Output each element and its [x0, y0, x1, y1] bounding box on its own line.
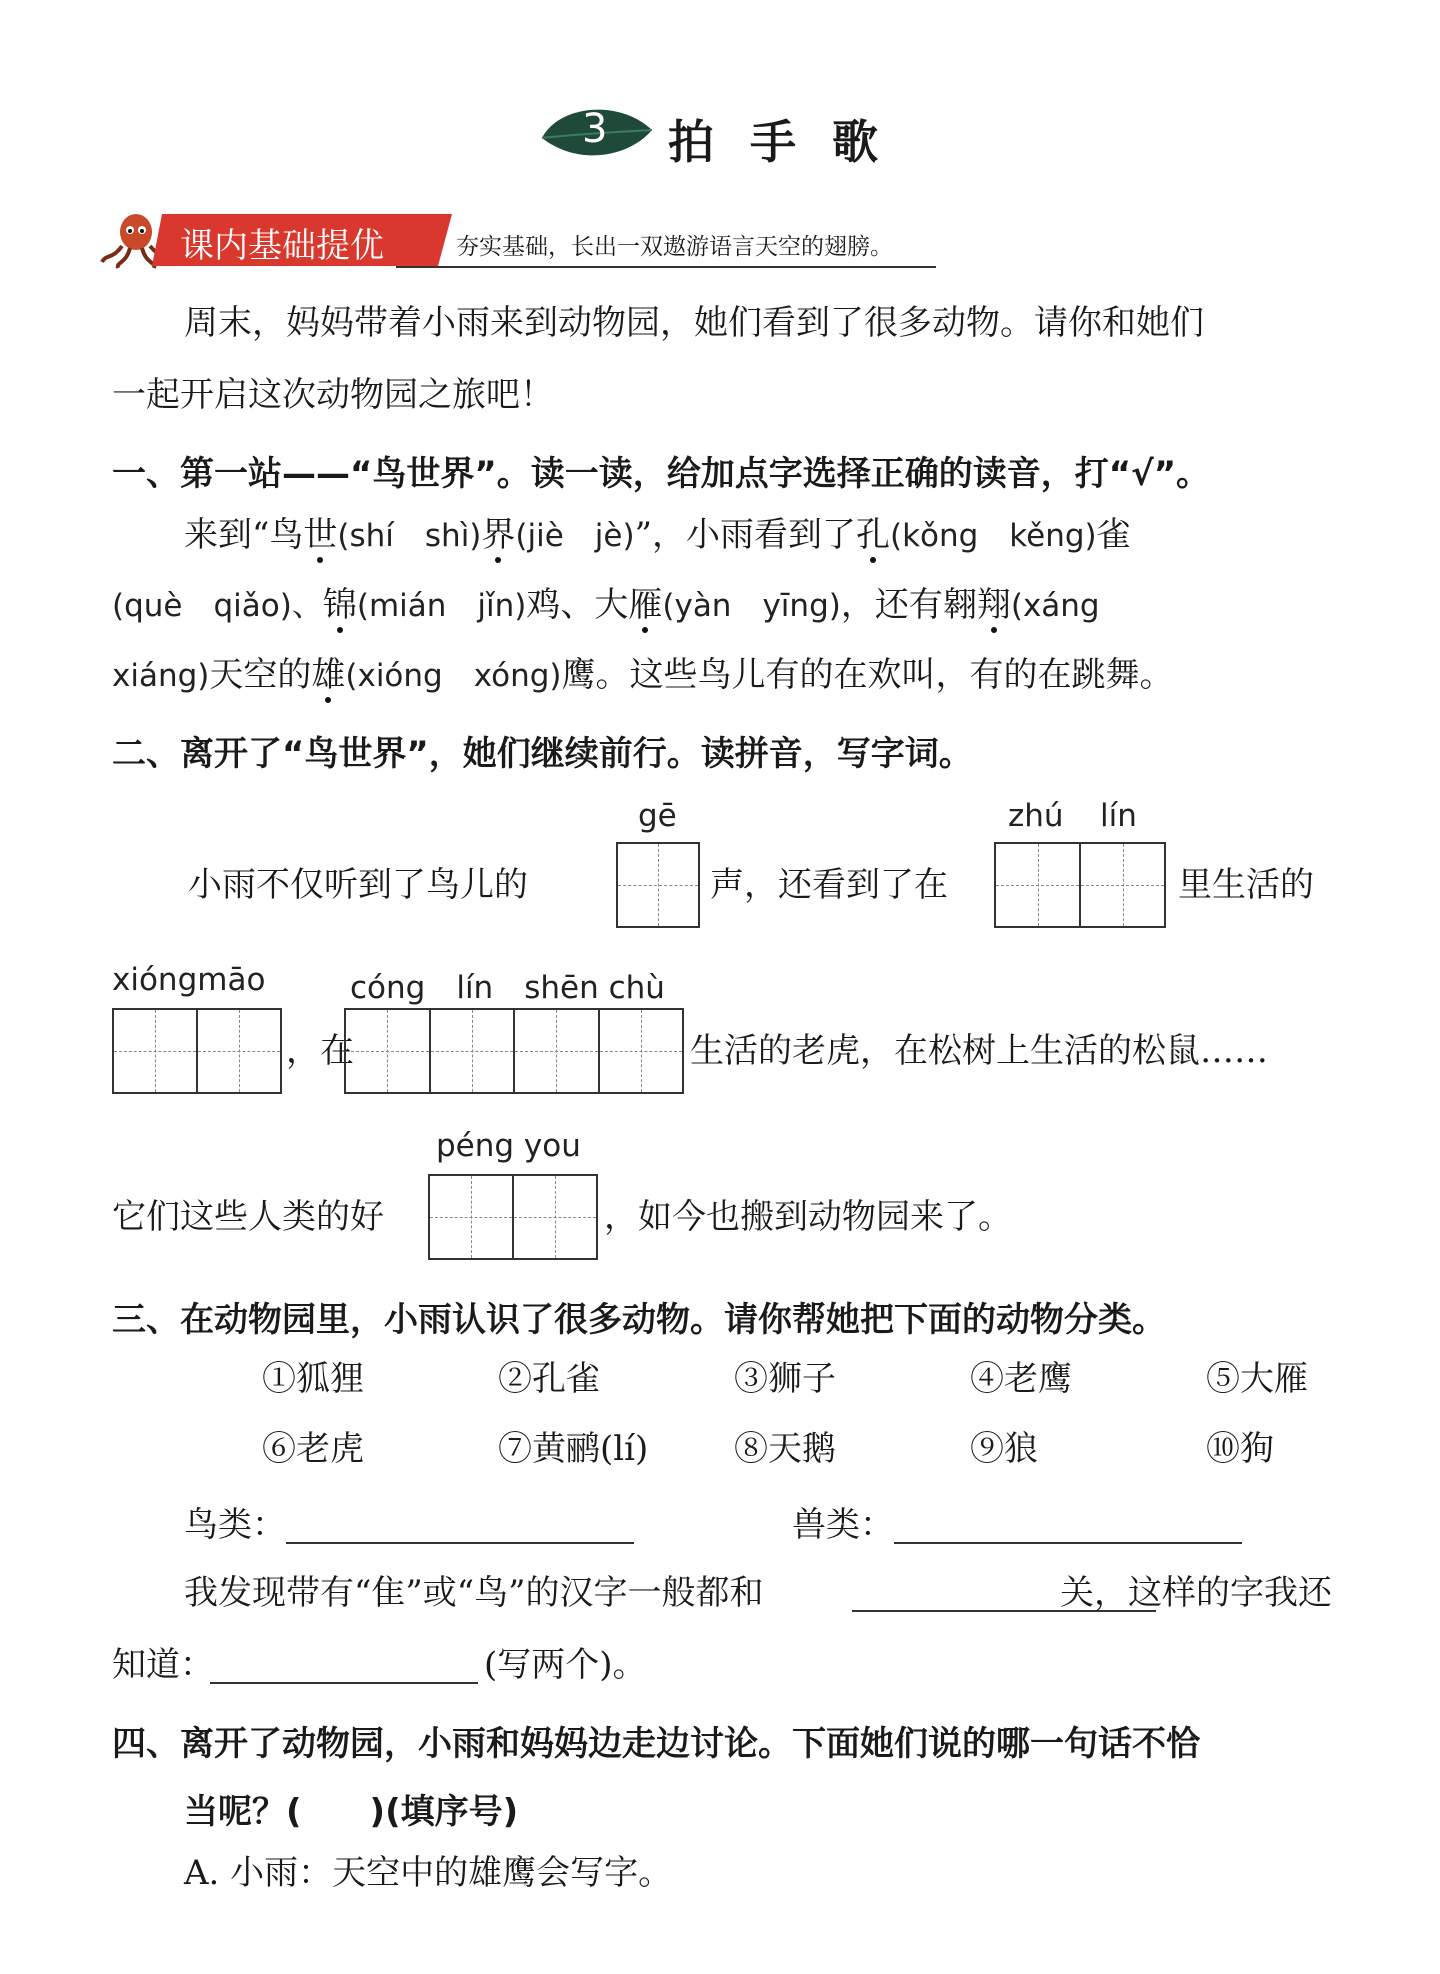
pinyin-choice[interactable]: (xáng	[1010, 588, 1100, 624]
dotted-char: 孔	[855, 515, 890, 555]
q2-sentence-1a: 小雨不仅听到了鸟儿的	[188, 865, 528, 905]
answer-grid-zhulin[interactable]	[994, 842, 1166, 928]
birds-label: 鸟类：	[184, 1505, 286, 1545]
dotted-char: 锦	[322, 585, 357, 625]
q1-text: 鸡、大	[526, 585, 629, 625]
section-banner	[96, 210, 936, 270]
intro-line-1: 周末，妈妈带着小雨来到动物园，她们看到了很多动物。请你和她们	[184, 303, 1204, 343]
find-text-b: 关，这样的字我还	[1060, 1573, 1332, 1613]
banner-subtitle: 夯实基础，长出一双遨游语言天空的翅膀。	[456, 234, 893, 260]
dotted-char: 雁	[628, 585, 663, 625]
pinyin-ge: gē	[638, 798, 677, 834]
animal-item: ⑨狼	[970, 1429, 1038, 1469]
q2-sentence-1b: 声，还看到了在	[710, 865, 948, 905]
beasts-label: 兽类：	[792, 1505, 894, 1545]
answer-grid-xiongmao[interactable]	[112, 1008, 282, 1094]
animal-item: ②孔雀	[498, 1359, 600, 1399]
birds-answer-line[interactable]	[286, 1542, 634, 1544]
q1-text: 来到“鸟	[184, 515, 304, 555]
q1-heading: 一、第一站——“鸟世界”。读一读，给加点字选择正确的读音，打“√”。	[112, 454, 1211, 494]
animal-item: ⑥老虎	[262, 1429, 364, 1469]
answer-grid-conglin[interactable]	[344, 1008, 684, 1094]
q2-heading: 二、离开了“鸟世界”，她们继续前行。读拼音，写字词。	[112, 734, 973, 774]
title-leaf	[538, 100, 656, 162]
pinyin-pengyou: péng you	[436, 1128, 581, 1164]
q1-text: 天空的	[209, 655, 312, 695]
q2-sentence-3a: 它们这些人类的好	[112, 1197, 384, 1237]
answer-grid-ge[interactable]	[616, 842, 700, 928]
know-answer-line[interactable]	[210, 1682, 478, 1684]
q2-sentence-1c: 里生活的	[1178, 865, 1314, 905]
banner-label: 课内基础提优	[180, 226, 384, 266]
know-text-b: (写两个)。	[484, 1645, 647, 1685]
q1-text: ”，小雨看到了	[634, 515, 856, 555]
dotted-char: 界	[481, 515, 516, 555]
page-title: 拍 手 歌	[668, 115, 889, 169]
animal-item: ⑦黄鹂(lí)	[498, 1429, 649, 1469]
animal-item: ①狐狸	[262, 1359, 364, 1399]
q2-sentence-2a: ，在	[286, 1031, 354, 1071]
pinyin-zhu: zhú	[1008, 798, 1064, 834]
q1-line-1	[184, 515, 1131, 555]
pinyin-choice[interactable]: (shí shì)	[337, 518, 482, 554]
pinyin-choice[interactable]: (xióng xóng)	[345, 658, 562, 694]
q1-line-3	[112, 655, 1174, 695]
dotted-char: 翔	[976, 585, 1011, 625]
find-text-a: 我发现带有“隹”或“鸟”的汉字一般都和	[184, 1573, 764, 1613]
animal-item: ⑩狗	[1206, 1429, 1274, 1469]
pinyin-lin: lín	[1100, 798, 1137, 834]
q1-line-2	[112, 585, 1100, 625]
animal-item: ⑧天鹅	[734, 1429, 836, 1469]
lesson-number: 3	[582, 106, 608, 152]
q4-heading-2: 当呢？( )(填序号)	[184, 1792, 519, 1832]
animal-item: ③狮子	[734, 1359, 836, 1399]
q2-sentence-2b: 生活的老虎，在松树上生活的松鼠……	[690, 1031, 1268, 1071]
pinyin-choice[interactable]: (yàn yīng)	[662, 588, 841, 624]
q4-heading-1: 四、离开了动物园，小雨和妈妈边走边讨论。下面她们说的哪一句话不恰	[112, 1724, 1200, 1764]
pinyin-choice[interactable]: (mián jǐn)	[356, 588, 527, 624]
pinyin-choice[interactable]: (què qiǎo)、	[112, 588, 323, 624]
beasts-answer-line[interactable]	[894, 1542, 1242, 1544]
animal-item: ④老鹰	[970, 1359, 1072, 1399]
pinyin-choice[interactable]: xiáng)	[112, 658, 210, 694]
q2-sentence-3b: ，如今也搬到动物园来了。	[604, 1197, 1012, 1237]
banner-underline	[396, 266, 936, 268]
pinyin-conglin-shenchu: cóng lín shēn chù	[350, 970, 665, 1006]
animal-item: ⑤大雁	[1206, 1359, 1308, 1399]
answer-grid-pengyou[interactable]	[428, 1174, 598, 1260]
q4-option-a: A. 小雨：天空中的雄鹰会写字。	[184, 1853, 673, 1893]
dotted-char: 世	[303, 515, 338, 555]
pinyin-choice[interactable]: (kǒng kěng)	[889, 518, 1097, 554]
know-text-a: 知道：	[112, 1645, 214, 1685]
q1-text: 雀	[1096, 515, 1131, 555]
pinyin-xiongmao: xióngmāo	[112, 962, 266, 998]
pinyin-choice[interactable]: (jiè jè)	[515, 518, 635, 554]
q1-text: 鹰。这些鸟儿有的在欢叫，有的在跳舞。	[561, 655, 1174, 695]
dotted-char: 雄	[311, 655, 346, 695]
intro-line-2: 一起开启这次动物园之旅吧！	[112, 375, 554, 415]
q1-text: ，还有翱	[840, 585, 977, 625]
q3-heading: 三、在动物园里，小雨认识了很多动物。请你帮她把下面的动物分类。	[112, 1300, 1166, 1340]
